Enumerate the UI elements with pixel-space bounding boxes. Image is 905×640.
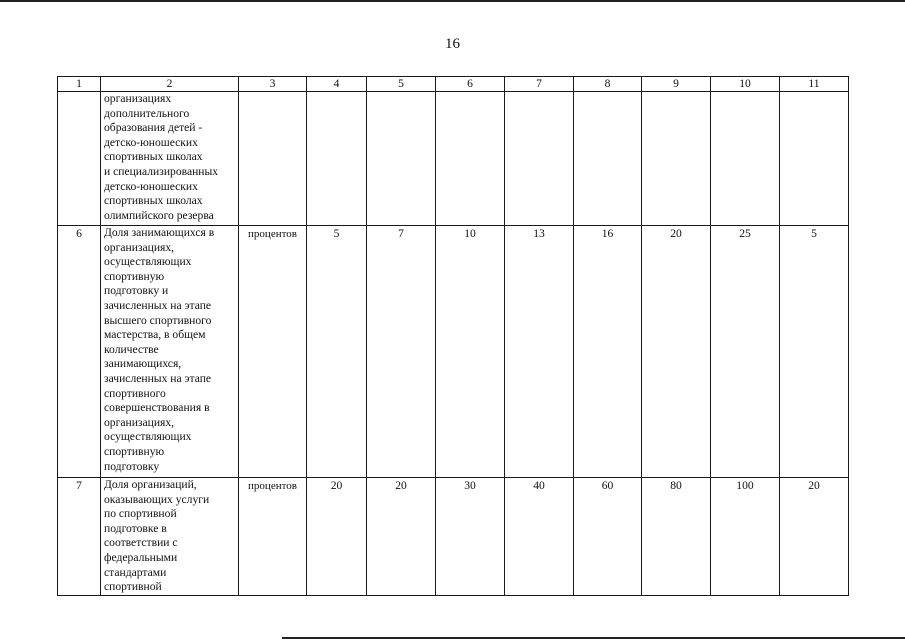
column-number-cell: 10 xyxy=(711,77,780,92)
value-cell: 20 xyxy=(780,478,849,596)
indicator-name-line: спортивной xyxy=(104,580,162,594)
indicator-name-line: образования детей - xyxy=(104,121,203,135)
indicator-name-line: высшего спортивного xyxy=(104,313,212,327)
value-cell: 5 xyxy=(780,226,849,478)
indicator-name-line: спортивную xyxy=(104,269,165,283)
indicator-name-line: спортивную xyxy=(104,444,165,458)
indicator-name-line: оказывающих услуги xyxy=(104,492,210,506)
indicators-table xyxy=(57,76,849,596)
value-cell xyxy=(711,92,780,226)
indicator-name-line: подготовке в xyxy=(104,521,167,535)
indicator-name-line: федеральными xyxy=(104,550,178,564)
column-number-row xyxy=(58,77,849,92)
indicator-name-cell xyxy=(101,92,239,226)
column-number-cell: 2 xyxy=(101,77,239,92)
value-cell xyxy=(642,92,711,226)
value-cell xyxy=(436,92,505,226)
indicator-name-line: подготовку xyxy=(104,459,160,473)
value-cell: 5 xyxy=(307,226,367,478)
page-top-edge xyxy=(0,0,905,2)
column-number-cell: 9 xyxy=(642,77,711,92)
value-cell: 10 xyxy=(436,226,505,478)
indicator-name-cell xyxy=(101,478,239,596)
value-cell: 100 xyxy=(711,478,780,596)
indicator-name-line: зачисленных на этапе xyxy=(104,298,212,312)
indicator-name-line: стандартами xyxy=(104,565,167,579)
column-number-cell: 8 xyxy=(574,77,642,92)
value-cell: 30 xyxy=(436,478,505,596)
value-cell xyxy=(367,92,436,226)
value-cell: 40 xyxy=(505,478,574,596)
column-number-cell: 7 xyxy=(505,77,574,92)
indicator-name-line: по спортивной xyxy=(104,507,177,521)
column-number-cell: 4 xyxy=(307,77,367,92)
indicator-name-line: дополнительного xyxy=(104,106,190,120)
indicator-name-line: количестве xyxy=(104,342,159,356)
indicator-name-line: и специализированных xyxy=(104,164,219,178)
indicator-name-line: спортивного xyxy=(104,386,166,400)
page-number: 16 xyxy=(445,36,460,52)
indicator-name-line: организациях, xyxy=(104,240,175,254)
value-cell: 20 xyxy=(307,478,367,596)
indicator-name-line: осуществляющих xyxy=(104,430,192,444)
table-row xyxy=(58,226,849,478)
column-number-cell: 6 xyxy=(436,77,505,92)
indicator-name-line: детско-юношеских xyxy=(104,179,198,193)
unit-cell: процентов xyxy=(239,478,307,596)
value-cell: 25 xyxy=(711,226,780,478)
indicator-name-line: зачисленных на этапе xyxy=(104,371,212,385)
indicator-name-line: занимающихся, xyxy=(104,357,182,371)
table-row xyxy=(58,478,849,596)
indicator-name-line: олимпийского резерва xyxy=(104,208,214,222)
indicator-name-line: спортивных школах xyxy=(104,194,203,208)
indicator-name-line: подготовку и xyxy=(104,284,169,298)
indicator-name-line: Доля организаций, xyxy=(104,478,197,491)
value-cell: 20 xyxy=(367,478,436,596)
indicator-name-line: организациях xyxy=(104,92,172,105)
table-row-continued xyxy=(58,92,849,226)
unit-cell: процентов xyxy=(239,226,307,478)
indicator-name-line: Доля занимающихся в xyxy=(104,226,215,239)
unit-cell xyxy=(239,92,307,226)
indicator-name-line: соответствии с xyxy=(104,536,178,550)
column-number-cell: 3 xyxy=(239,77,307,92)
row-number-cell xyxy=(58,92,101,226)
value-cell: 16 xyxy=(574,226,642,478)
value-cell xyxy=(574,92,642,226)
row-number-cell: 7 xyxy=(58,478,101,596)
value-cell: 20 xyxy=(642,226,711,478)
value-cell: 80 xyxy=(642,478,711,596)
value-cell: 60 xyxy=(574,478,642,596)
value-cell: 13 xyxy=(505,226,574,478)
indicator-name-line: совершенствования в xyxy=(104,401,210,415)
indicator-name-line: мастерства, в общем xyxy=(104,328,206,342)
column-number-cell: 1 xyxy=(58,77,101,92)
value-cell xyxy=(307,92,367,226)
indicator-name-cell xyxy=(101,226,239,478)
indicator-name-line: спортивных школах xyxy=(104,150,203,164)
row-number-cell: 6 xyxy=(58,226,101,478)
indicator-name-line: детско-юношеских xyxy=(104,135,198,149)
value-cell xyxy=(505,92,574,226)
page-bottom-edge xyxy=(282,637,905,639)
column-number-cell: 11 xyxy=(780,77,849,92)
column-number-cell: 5 xyxy=(367,77,436,92)
value-cell xyxy=(780,92,849,226)
value-cell: 7 xyxy=(367,226,436,478)
indicator-name-line: осуществляющих xyxy=(104,255,192,269)
indicator-name-line: организациях, xyxy=(104,415,175,429)
